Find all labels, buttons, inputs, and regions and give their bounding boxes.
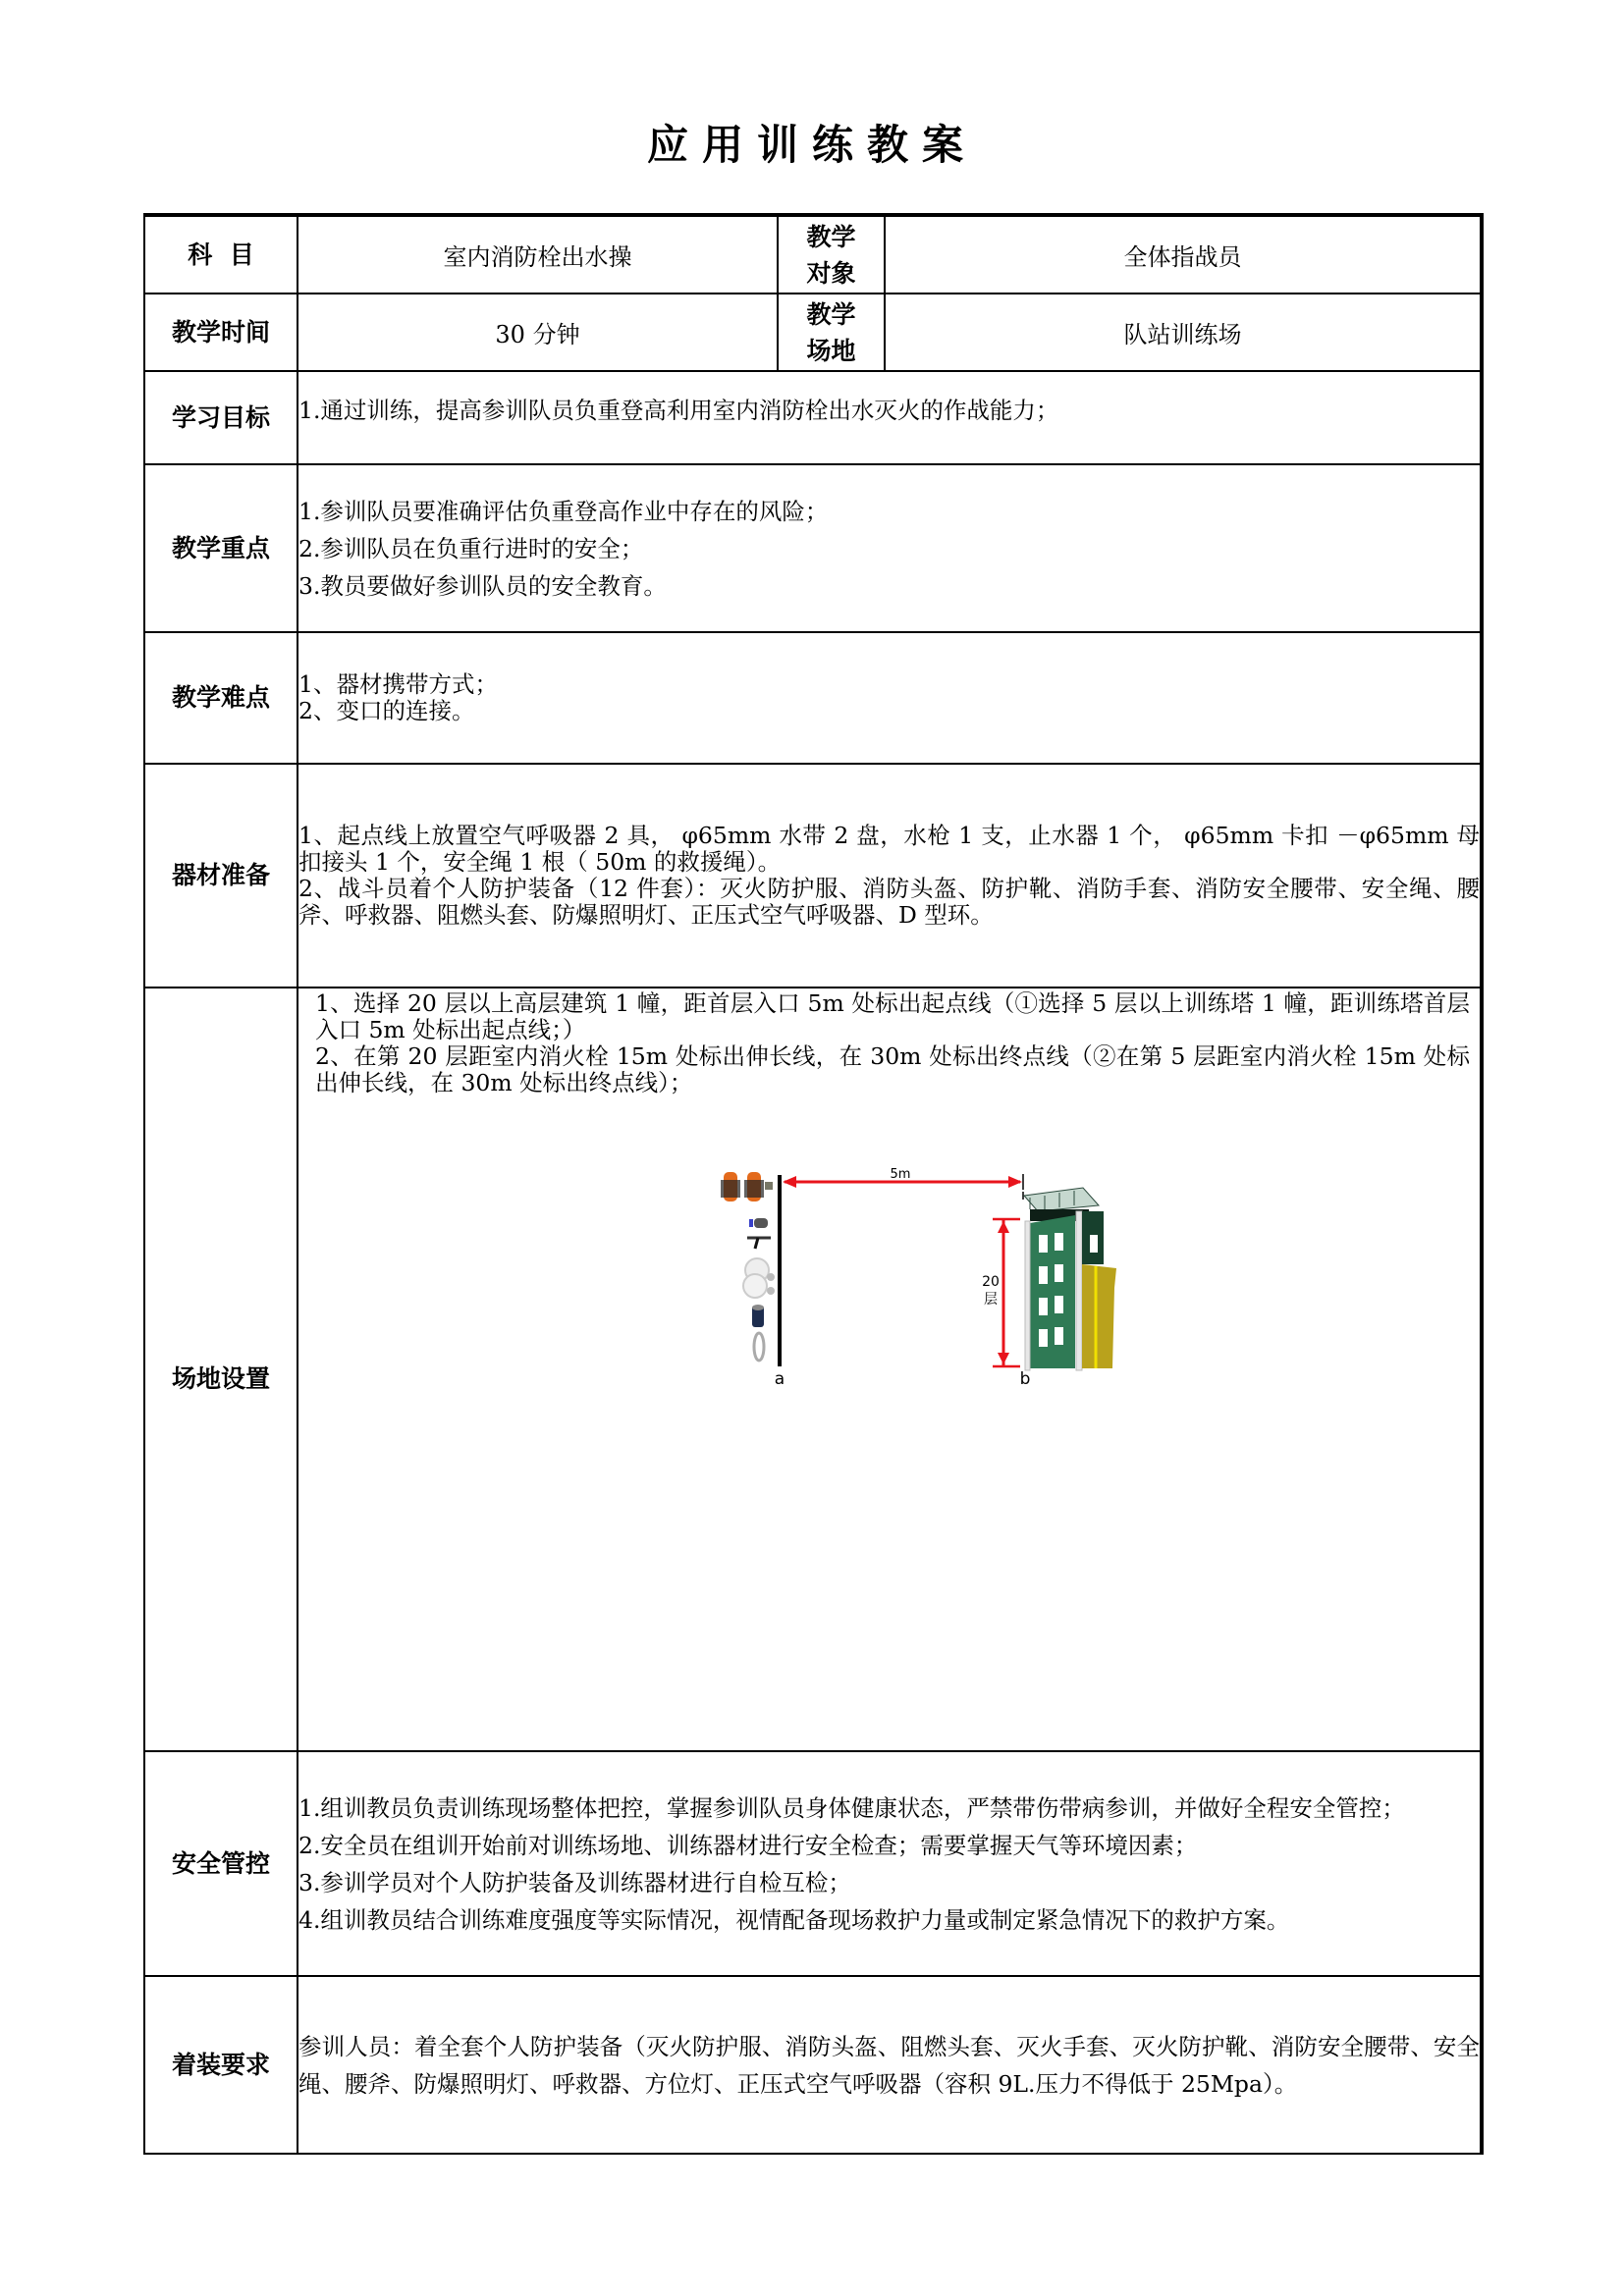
row-key-points: [144, 464, 1482, 632]
key-points-content: [298, 464, 1482, 632]
site-setup-item: 1、选择 20 层以上高层建筑 1 幢，距首层入口 5m 处标出起点线（①选择 5 层以上训练塔 1 幢，距训练塔首层入口 5m 处标出起点线；）: [315, 989, 1470, 1043]
learning-goals-content: [298, 371, 1482, 464]
hose-rolls-icon: [743, 1258, 775, 1298]
label-teaching-target-line2: 对象: [806, 258, 856, 288]
label-teaching-venue: [778, 294, 885, 371]
rope-icon: [754, 1333, 764, 1361]
site-layout-diagram: [706, 1160, 1158, 1406]
label-teaching-venue-line2: 场地: [806, 336, 856, 365]
value-subject: 室内消防栓出水操: [298, 215, 778, 294]
label-dress-requirements: 着装要求: [144, 1976, 298, 2154]
label-subject: 科 目: [144, 215, 298, 294]
label-safety-control: 安全管控: [144, 1751, 298, 1976]
difficulty-item: 1、器材携带方式；: [298, 670, 498, 698]
safety-item: 3.参训学员对个人防护装备及训练器材进行自检互检；: [298, 1868, 851, 1896]
adapter-icon: [752, 1305, 764, 1327]
value-teaching-target: 全体指战员: [885, 215, 1482, 294]
start-line: [778, 1175, 782, 1366]
height-label-unit: 层: [984, 1292, 998, 1308]
row-difficulties: [144, 632, 1482, 764]
difficulties-content: [298, 632, 1482, 764]
label-teaching-venue-line1: 教学: [806, 299, 856, 329]
label-key-points: 教学重点: [144, 464, 298, 632]
label-equipment: 器材准备: [144, 764, 298, 988]
label-teaching-target: [778, 215, 885, 294]
height-label-number: 20: [982, 1274, 1000, 1290]
site-setup-content: [298, 988, 1482, 1751]
row-site-setup: [144, 988, 1482, 1751]
row-time: [144, 294, 1482, 371]
safety-control-content: [298, 1751, 1482, 1976]
breathing-apparatus-icon: [721, 1172, 773, 1201]
equipment-content: [298, 764, 1482, 988]
row-dress-requirements: [144, 1976, 1482, 2154]
stop-valve-icon: [749, 1218, 768, 1228]
dress-requirements-content: [298, 1976, 1482, 2154]
value-teaching-venue: 队站训练场: [885, 294, 1482, 371]
row-learning-goals: [144, 371, 1482, 464]
dress-requirements-text: 参训人员：着全套个人防护装备（灭火防护服、消防头盔、阻燃头套、灭火手套、灭火防护靴、消防安全腰带、安全绳、腰斧、防爆照明灯、呼救器、方位灯、正压式空气呼吸器（容积 9L.压力不得低于 25Mpa）。: [298, 2032, 1480, 2098]
key-point-item: 2.参训队员在负重行进时的安全；: [298, 534, 644, 562]
row-equipment: [144, 764, 1482, 988]
label-site-setup: 场地设置: [144, 988, 298, 1751]
document-title: 应用训练教案: [646, 121, 977, 169]
equipment-item: 2、战斗员着个人防护装备（12 件套）：灭火防护服、消防头盔、防护靴、消防手套、消防安全腰带、安全绳、腰斧、呼救器、阻燃头套、防爆照明灯、正压式空气呼吸器、D 型环。: [298, 875, 1480, 929]
equipment-item: 1、起点线上放置空气呼吸器 2 具， φ65mm 水带 2 盘，水枪 1 支，止水器 1 个， φ65mm 卡扣 －φ65mm 母扣接头 1 个，安全绳 1 根（ 50m 的救援绳）。: [298, 822, 1480, 876]
row-subject: [144, 215, 1482, 294]
safety-item: 2.安全员在组训开始前对训练场地、训练器材进行安全检查；需要掌握天气等环境因素；: [298, 1831, 1198, 1859]
label-learning-goals: 学习目标: [144, 371, 298, 464]
difficulty-item: 2、变口的连接。: [298, 697, 475, 724]
key-point-item: 3.教员要做好参训队员的安全教育。: [298, 571, 667, 600]
training-tower-icon: [1024, 1188, 1116, 1370]
key-point-item: 1.参训队员要准确评估负重登高作业中存在的风险；: [298, 497, 829, 525]
label-difficulties: 教学难点: [144, 632, 298, 764]
site-setup-item: 2、在第 20 层距室内消火栓 15m 处标出伸长线，在 30m 处标出终点线（②在第 5 层距室内消火栓 15m 处标出伸长线，在 30m 处标出终点线）；: [315, 1042, 1470, 1096]
end-point-label: b: [1019, 1369, 1031, 1389]
label-teaching-target-line1: 教学: [806, 222, 856, 251]
safety-item: 4.组训教员结合训练难度强度等实际情况，视情配备现场救护力量或制定紧急情况下的救护方案。: [298, 1905, 1290, 1934]
label-teaching-time: 教学时间: [144, 294, 298, 371]
learning-goal-item: 1.通过训练，提高参训队员负重登高利用室内消防栓出水灭火的作战能力；: [298, 397, 1059, 424]
start-point-label: a: [774, 1369, 785, 1389]
safety-item: 1.组训教员负责训练现场整体把控，掌握参训队员身体健康状态，严禁带伤带病参训，并做好全程安全管控；: [298, 1793, 1405, 1822]
row-safety-control: [144, 1751, 1482, 1976]
site-setup-text: [298, 988, 1480, 1096]
distance-label: 5m: [890, 1167, 911, 1182]
value-teaching-time: 30 分钟: [298, 294, 778, 371]
lesson-plan-table: [143, 213, 1484, 2155]
water-gun-icon: [747, 1238, 771, 1249]
